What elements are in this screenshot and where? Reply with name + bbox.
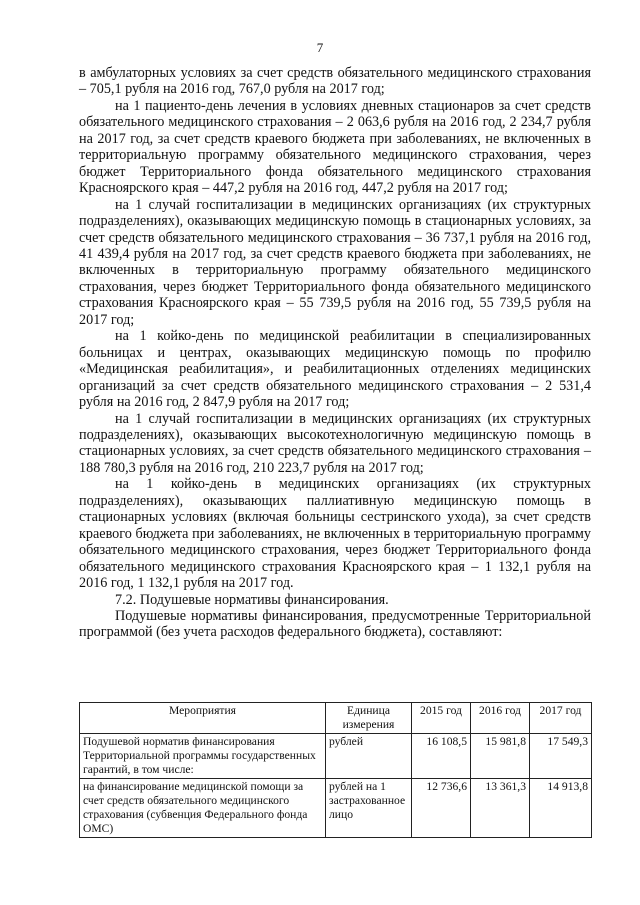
- table-cell: 17 549,3: [530, 734, 592, 779]
- section-heading: 7.2. Подушевые нормативы финансирования.: [115, 591, 389, 608]
- table-cell: 14 913,8: [530, 779, 592, 838]
- table-cell: рублей на 1 застрахованное лицо: [326, 779, 412, 838]
- paragraph: Подушевые нормативы финансирования, предусмотренные Территориальной программой (без учета расходов федерального бюджета), составляют:: [79, 607, 591, 641]
- table-row: [80, 779, 592, 838]
- column-header: 2016 год: [471, 703, 530, 734]
- paragraph: на 1 пациенто-день лечения в условиях дневных стационаров за счет средств обязательного медицинского страхования – 2 063,6 рубля на 2016 год, 2 234,7 рубля на 2017 год, за счет средств краевого бюджета при заболеваниях, не включенных в территориальную программу обязательного медицинского страхования, через бюджет Территориального фонда обязательного медицинского страхования Красноярского края – 447,2 рубля на 2016 год, 447,2 рубля на 2017 год;: [79, 97, 591, 197]
- column-header: 2017 год: [530, 703, 592, 734]
- paragraph: на 1 койко-день по медицинской реабилитации в специализированных больницах и центрах, оказывающих медицинскую помощь по профилю «Медицинская реабилитация», и реабилитационных отделениях медицинских организаций за счет средств обязательного медицинского страхования – 2 531,4 рубля на 2016 год, 2 847,9 рубля на 2017 год;: [79, 328, 591, 411]
- body-text: [79, 65, 591, 641]
- table-cell: рублей: [326, 734, 412, 779]
- paragraph: в амбулаторных условиях за счет средств обязательного медицинского страхования – 705,1 рубля на 2016 год, 767,0 рубля на 2017 год;: [79, 65, 591, 98]
- table-row: [80, 734, 592, 779]
- table-cell: 12 736,6: [412, 779, 471, 838]
- page-number: 7: [316, 40, 324, 55]
- table-cell: 15 981,8: [471, 734, 530, 779]
- table-cell: 16 108,5: [412, 734, 471, 779]
- column-header: 2015 год: [412, 703, 471, 734]
- financing-table: [79, 702, 592, 838]
- paragraph: на 1 койко-день в медицинских организациях (их структурных подразделениях), оказывающих паллиативную медицинскую помощь в стационарных условиях (включая больницы сестринского ухода), за счет средств краевого бюджета при заболеваниях, не включенных в территориальную программу обязательного медицинского страхования, через бюджет Территориального фонда обязательного медицинского страхования Красноярского края – 1 132,1 рубля на 2016 год, 1 132,1 рубля на 2017 год.: [79, 476, 591, 592]
- column-header: Мероприятия: [80, 703, 326, 734]
- table-header-row: [80, 703, 592, 734]
- paragraph: на 1 случай госпитализации в медицинских организациях (их структурных подразделениях), оказывающих медицинскую помощь в стационарных условиях, за счет средств обязательного медицинского страхования – 36 737,1 рубля на 2016 год, 41 439,4 рубля на 2017 год, за счет средств краевого бюджета при заболеваниях, не включенных в территориальную программу обязательного медицинского страхования, через бюджет Территориального фонда обязательного медицинского страхования Красноярского края – 55 739,5 рубля на 2016 год, 55 739,5 рубля на 2017 год;: [79, 196, 591, 328]
- table-cell: Подушевой норматив финансирования Территориальной программы государственных гарантий, в том числе:: [80, 734, 326, 779]
- table-cell: на финансирование медицинской помощи за счет средств обязательного медицинского страхования (субвенция Федерального фонда ОМС): [80, 779, 326, 838]
- column-header: Единица измерения: [326, 703, 412, 734]
- paragraph: на 1 случай госпитализации в медицинских организациях (их структурных подразделениях), оказывающих высокотехнологичную медицинскую помощь в стационарных условиях, за счет средств обязательного медицинского страхования – 188 780,3 рубля на 2016 год, 210 223,7 рубля на 2017 год;: [79, 410, 591, 476]
- table-cell: 13 361,3: [471, 779, 530, 838]
